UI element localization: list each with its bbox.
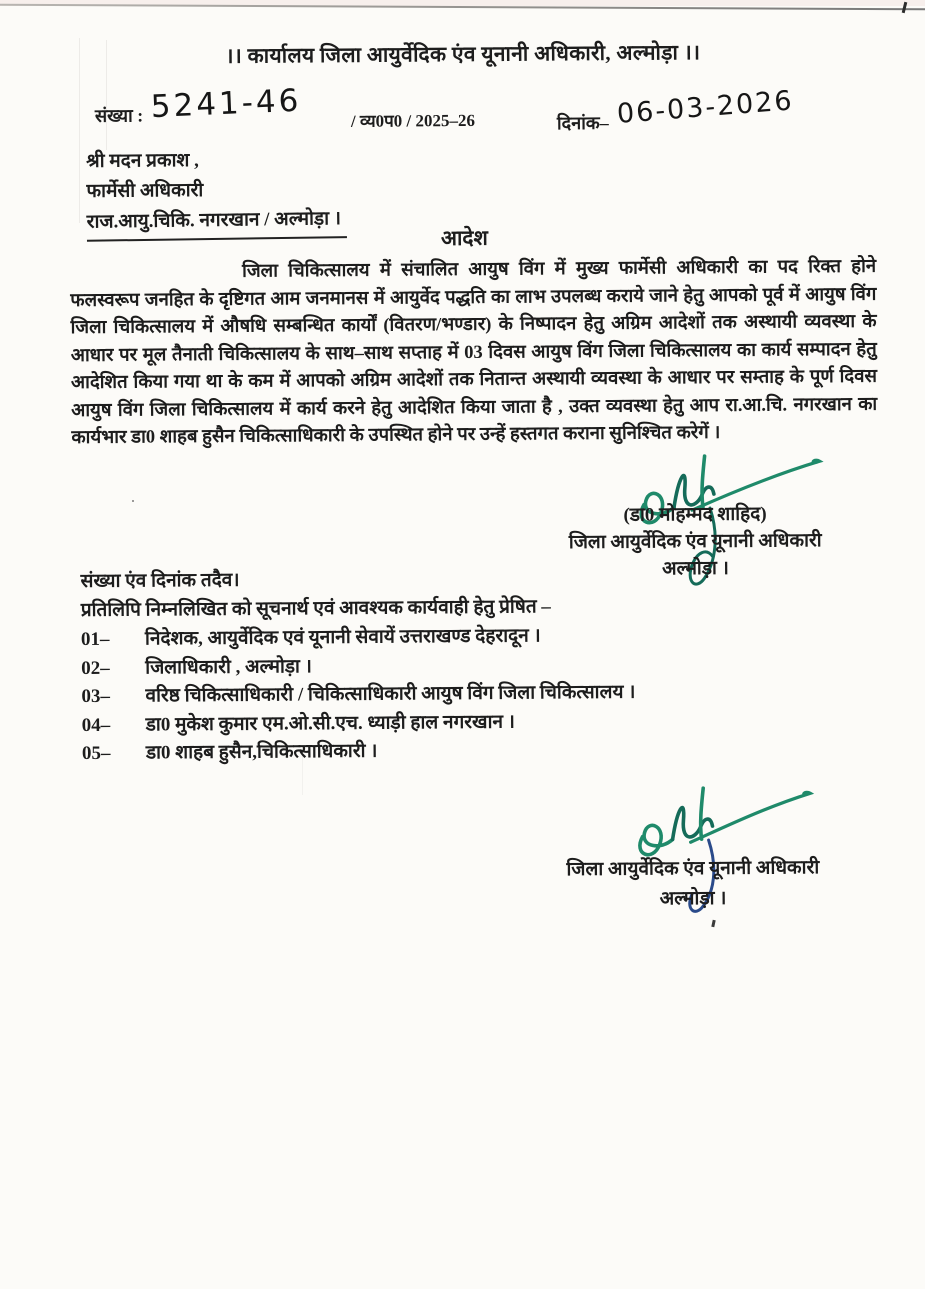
addressee-designation: फार्मेसी अधिकारी <box>86 180 204 202</box>
item-number: 01– <box>80 628 110 651</box>
endorsement-ref-line: संख्या एंव दिनांक तदैव। <box>80 569 240 593</box>
date-handwritten: 06-03-2026 <box>615 85 795 130</box>
item-text: डा0 शाहब हुसैन,चिकित्साधिकारी । <box>145 740 378 764</box>
date-label: दिनांक– <box>556 112 609 134</box>
item-text: वरिष्ठ चिकित्साधिकारी / चिकित्साधिकारी आयुष विंग जिला चिकित्सालय । <box>145 681 636 707</box>
item-number: 05– <box>81 742 111 765</box>
addressee-address: राज.आयु.चिकि. नगरखान / अल्मोड़ा । <box>87 204 348 242</box>
order-body-paragraph: जिला चिकित्सालय में संचालित आयुष विंग में मुख्य फार्मेसी अधिकारी का पद रिक्त होने फलस्वरूप जनहित के दृष्टिगत आम जनमानस में आयुर्वेद पद्धति का लाभ उपलब्ध कराये जाने हेतु आपको पूर्व में आयुष विंग जिला चिकित्सालय में औषधि सम्बन्धित कार्यों (वितरण/भण्डार) के निष्पादन हेतु अग्रिम आदेशों तक अस्थायी व्यवस्था के आधार पर मूल तैनाती चिकित्सालय के साथ–साथ सप्ताह में 03 दिवस आयुष विंग जिला चिकित्सालय का कार्य सम्पादन हेतु आदेशित किया गया था के कम में आपको अग्रिम आदेशों तक नितान्त अस्थायी व्यवस्था के आधार पर सम्ताह के पूर्ण दिवस आयुष विंग जिला चिकित्सालय में कार्य करने हेतु आदेशित किया जाता है , उक्त व्यवस्था हेतु आप रा.आ.चि. नगरखान का कार्यभार डा0 शाहब हुसैन चिकित्साधिकारी के उपस्थित होने पर उन्हें हस्तगत कराना सुनिश्चित करेगें । <box>70 256 878 449</box>
endorsement-item <box>82 737 822 765</box>
item-number: 04– <box>81 714 111 736</box>
item-number: 03– <box>81 685 111 708</box>
endorsement-item <box>81 623 821 651</box>
item-text: जिलाधिकारी , अल्मोड़ा । <box>145 655 312 679</box>
signatory2-block <box>535 853 851 915</box>
ref-office-code: / व्य0प0 / 2025–26 <box>350 110 476 131</box>
signatory2-place: अल्मोड़ा । <box>659 887 727 910</box>
office-letterhead-title: ।। कार्यालय जिला आयुर्वेदिक एंव यूनानी अधिकारी, अल्मोड़ा ।। <box>225 40 701 68</box>
endorsement-item <box>81 680 821 708</box>
order-heading: आदेश <box>440 225 488 251</box>
signatory-designation: जिला आयुर्वेदिक एंव यूनानी अधिकारी <box>568 530 822 554</box>
endorsement-item <box>82 709 822 737</box>
endorsement-copy-line: प्रतिलिपि निम्नलिखित को सूचनार्थ एवं आवश्यक कार्यवाही हेतु प्रेषित – <box>80 596 551 622</box>
item-number: 02– <box>81 657 110 679</box>
item-text: निदेशक, आयुर्वेदिक एवं यूनानी सेवायें उत्तराखण्ड देहरादून । <box>144 625 541 650</box>
addressee-name: श्री मदन प्रकाश , <box>86 150 199 172</box>
endorsement-item <box>81 652 821 680</box>
signatory-name: (डा0 मोहम्मद शाहिद) <box>623 503 767 526</box>
signatory2-designation: जिला आयुर्वेदिक एंव यूनानी अधिकारी <box>566 857 820 881</box>
signatory-place: अल्मोड़ा । <box>662 557 729 580</box>
endorsement-list <box>81 623 822 771</box>
signatory-block <box>542 500 849 583</box>
ref-number-handwritten: 5241-46 <box>150 82 303 126</box>
ref-number-label: संख्या : <box>94 105 144 126</box>
item-text: डा0 मुकेश कुमार एम.ओ.सी.एच. ध्याड़ी हाल नगरखान । <box>145 711 516 736</box>
